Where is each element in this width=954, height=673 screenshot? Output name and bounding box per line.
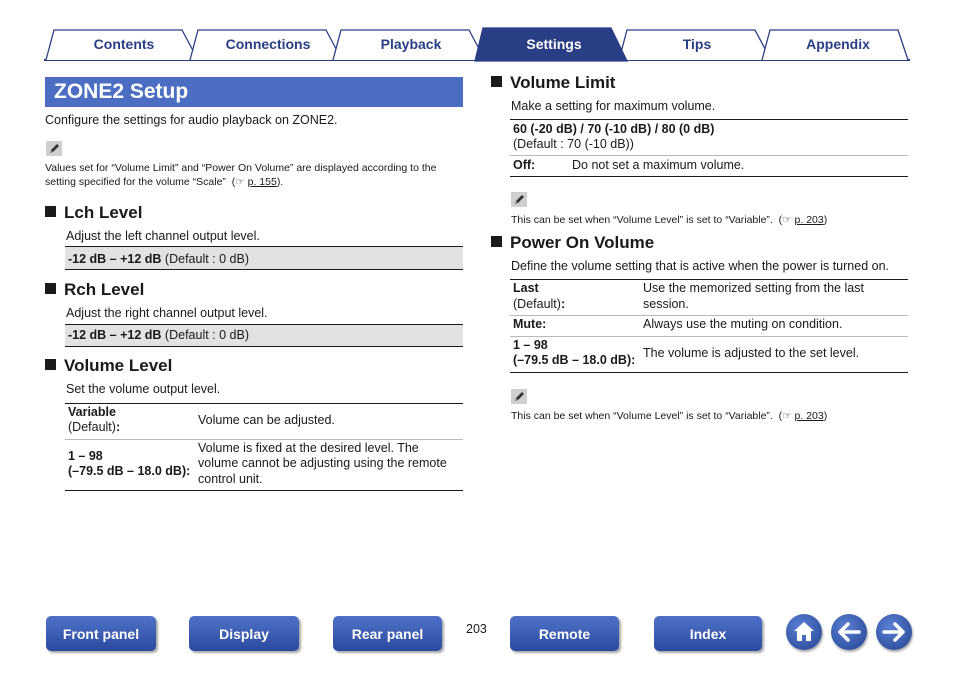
note-pencil-icon — [46, 141, 62, 156]
power-on-heading — [491, 233, 654, 253]
tab-bar — [44, 27, 910, 62]
row-key: 1 – 98 — [513, 338, 548, 352]
note-text: This can be set when “Volume Level” is set to “Variable”. — [511, 410, 773, 422]
row-value: The volume is adjusted to the set level. — [643, 346, 860, 360]
display-button[interactable]: Display — [189, 616, 299, 651]
tab-connections[interactable]: Connections — [225, 35, 311, 52]
page-title-bar — [45, 77, 463, 107]
power-on-heading-text: Power On Volume — [510, 233, 655, 252]
row-value-line1: Use the memorized setting from the last — [643, 281, 864, 295]
rch-desc: Adjust the right channel output level. — [66, 306, 268, 320]
divider — [510, 176, 908, 177]
row-value-line1: Volume is fixed at the desired level. The — [198, 441, 419, 455]
power-on-desc: Define the volume setting that is active when the power is turned on. — [511, 259, 889, 273]
tab-settings[interactable]: Settings — [526, 35, 582, 52]
power-on-note: This can be set when “Volume Level” is set to “Variable”. (☞ p. 203) — [511, 410, 828, 422]
rch-heading — [45, 280, 144, 300]
row-value: Always use the muting on condition. — [643, 317, 843, 331]
remote-button[interactable]: Remote — [510, 616, 619, 651]
rch-range-value: -12 dB – +12 dB — [68, 328, 162, 342]
tab-tips[interactable]: Tips — [682, 35, 712, 52]
table-row — [68, 404, 116, 420]
volume-limit-heading — [491, 73, 615, 93]
divider — [65, 269, 463, 270]
row-value-line2: session. — [643, 297, 689, 311]
heading-square-icon — [45, 359, 56, 370]
row-key-range: (–79.5 dB – 18.0 dB): — [513, 353, 636, 367]
page-ref-icon: ☞ — [782, 214, 792, 226]
tab-contents[interactable]: Contents — [93, 35, 155, 52]
row-key: Mute: — [513, 317, 547, 331]
note-page-link[interactable]: p. 203 — [794, 410, 824, 422]
row-key: 1 – 98 — [68, 449, 103, 463]
row-key-default — [68, 419, 120, 435]
note1-line2: setting specified for the volume “Scale” (☞ p. 155). — [45, 176, 284, 188]
volume-level-heading-text: Volume Level — [64, 356, 173, 375]
tab-appendix[interactable]: Appendix — [806, 35, 870, 52]
lch-heading-text: Lch Level — [64, 203, 143, 222]
row-value: Do not set a maximum volume. — [572, 158, 745, 172]
volume-level-desc: Set the volume output level. — [66, 382, 221, 396]
front-panel-button[interactable]: Front panel — [46, 616, 156, 651]
row-key-range: (–79.5 dB – 18.0 dB): — [68, 464, 191, 478]
forward-arrow-icon[interactable] — [876, 614, 912, 650]
page-title: ZONE2 Setup — [54, 80, 189, 103]
row-key: Variable — [68, 405, 116, 419]
note1-text: setting specified for the volume “Scale” — [45, 176, 226, 188]
row-key: Off: — [513, 158, 536, 172]
intro-text: Configure the settings for audio playback on ZONE2. — [45, 113, 338, 127]
page-number: 203 — [466, 622, 487, 636]
note1-page-link[interactable]: p. 155 — [247, 176, 277, 188]
volume-level-heading — [45, 356, 172, 376]
row-value: Volume can be adjusted. — [198, 413, 335, 427]
note1-line1: Values set for “Volume Limit” and “Power On Volume” are displayed according to the — [45, 162, 437, 174]
note-page-link[interactable]: p. 203 — [794, 214, 824, 226]
divider — [510, 336, 908, 337]
tab-playback[interactable]: Playback — [380, 35, 442, 52]
rch-heading-text: Rch Level — [64, 280, 145, 299]
index-button[interactable]: Index — [654, 616, 762, 651]
note-text: This can be set when “Volume Level” is set to “Variable”. — [511, 214, 773, 226]
heading-square-icon — [45, 206, 56, 217]
row-key-sub: (Default) — [513, 297, 561, 311]
row-key-colon: : — [115, 420, 121, 434]
heading-square-icon — [45, 283, 56, 294]
rch-range — [68, 327, 249, 343]
divider — [510, 372, 908, 373]
lch-desc: Adjust the left channel output level. — [66, 229, 260, 243]
divider — [65, 403, 463, 404]
volume-limit-range: 60 (-20 dB) / 70 (-10 dB) / 80 (0 dB) — [513, 122, 715, 136]
lch-range — [68, 251, 249, 267]
volume-limit-note: This can be set when “Volume Level” is set to “Variable”. (☞ p. 203) — [511, 214, 828, 226]
rch-range-default: (Default : 0 dB) — [161, 328, 249, 342]
row-key-sub: (Default) — [68, 420, 116, 434]
back-arrow-icon[interactable] — [831, 614, 867, 650]
row-value-line3: control unit. — [198, 472, 263, 486]
volume-limit-desc: Make a setting for maximum volume. — [511, 99, 716, 113]
lch-range-value: -12 dB – +12 dB — [68, 252, 162, 266]
row-key: Last — [513, 281, 539, 295]
divider — [510, 119, 908, 120]
rear-panel-button[interactable]: Rear panel — [333, 616, 442, 651]
row-value-line2: volume cannot be adjusting using the remote — [198, 456, 447, 470]
divider — [65, 490, 463, 491]
lch-range-default: (Default : 0 dB) — [161, 252, 249, 266]
row-key-default — [513, 296, 565, 312]
volume-limit-default: (Default : 70 (-10 dB)) — [513, 137, 634, 151]
row-key-colon: : — [560, 297, 566, 311]
divider — [510, 155, 908, 156]
lch-heading — [45, 203, 142, 223]
heading-square-icon — [491, 236, 502, 247]
page-ref-icon: ☞ — [782, 410, 792, 422]
divider — [65, 346, 463, 347]
volume-limit-heading-text: Volume Limit — [510, 73, 616, 92]
note-pencil-icon — [511, 192, 527, 207]
note-pencil-icon — [511, 389, 527, 404]
page-ref-icon: ☞ — [235, 176, 245, 188]
home-icon[interactable] — [786, 614, 822, 650]
heading-square-icon — [491, 76, 502, 87]
